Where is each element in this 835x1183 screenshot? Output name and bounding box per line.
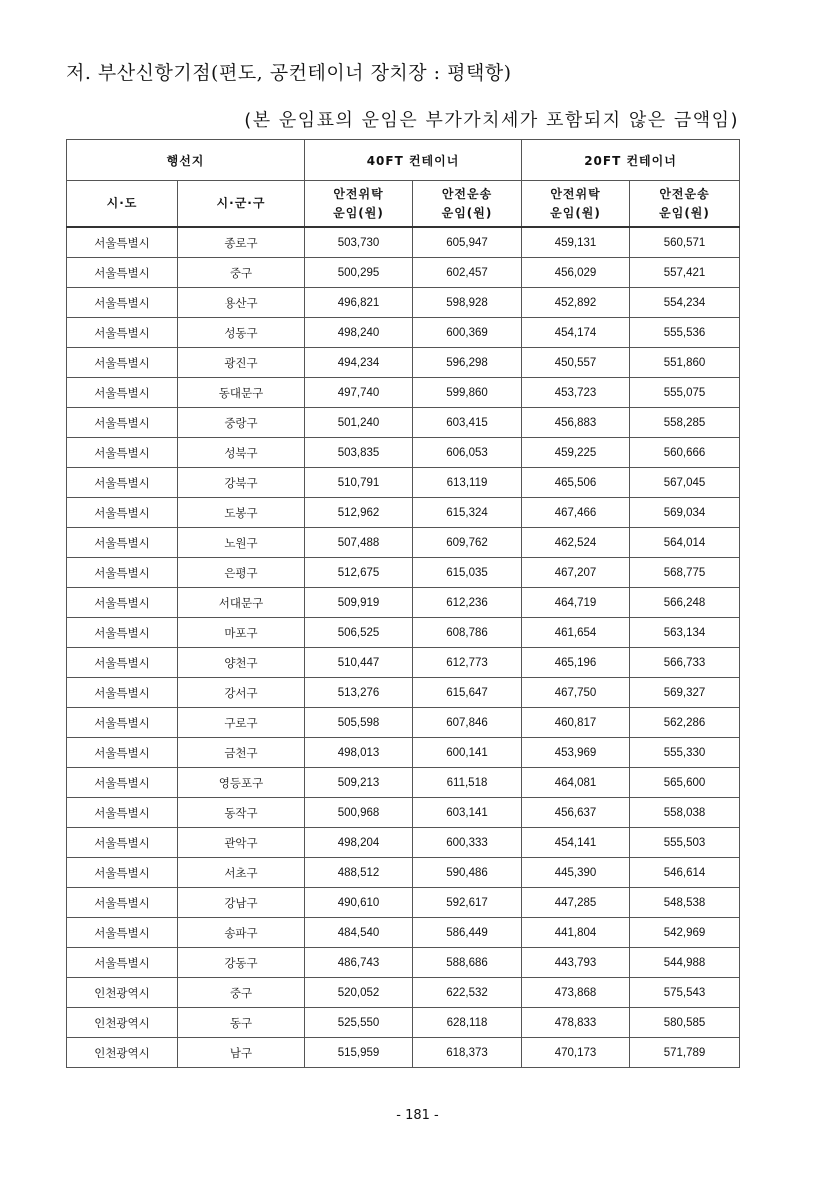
- header-destination: 행선지: [67, 140, 305, 181]
- cell-sigungu: 용산구: [178, 288, 305, 318]
- cell-sigungu: 강서구: [178, 678, 305, 708]
- cell-sigungu: 송파구: [178, 918, 305, 948]
- cell-20ft-transport: 548,538: [630, 888, 740, 918]
- cell-sigungu: 동대문구: [178, 378, 305, 408]
- cell-40ft-trust: 498,240: [305, 318, 413, 348]
- cell-sido: 서울특별시: [67, 258, 178, 288]
- cell-40ft-transport: 605,947: [413, 227, 522, 258]
- cell-20ft-transport: 562,286: [630, 708, 740, 738]
- cell-20ft-transport: 565,600: [630, 768, 740, 798]
- table-row: [67, 227, 740, 258]
- cell-sido: 서울특별시: [67, 678, 178, 708]
- cell-40ft-trust: 509,213: [305, 768, 413, 798]
- cell-40ft-trust: 500,295: [305, 258, 413, 288]
- header-20ft-transport-line1: 안전운송: [659, 186, 710, 201]
- table-sub-header-row: [67, 181, 740, 228]
- cell-40ft-transport: 612,236: [413, 588, 522, 618]
- cell-40ft-trust: 520,052: [305, 978, 413, 1008]
- table-row: [67, 948, 740, 978]
- cell-20ft-trust: 450,557: [522, 348, 630, 378]
- cell-sido: 서울특별시: [67, 648, 178, 678]
- cell-20ft-trust: 462,524: [522, 528, 630, 558]
- cell-20ft-trust: 456,637: [522, 798, 630, 828]
- cell-sigungu: 성동구: [178, 318, 305, 348]
- cell-sido: 서울특별시: [67, 558, 178, 588]
- cell-40ft-transport: 599,860: [413, 378, 522, 408]
- cell-40ft-transport: 596,298: [413, 348, 522, 378]
- table-row: [67, 798, 740, 828]
- cell-20ft-trust: 460,817: [522, 708, 630, 738]
- cell-sigungu: 마포구: [178, 618, 305, 648]
- cell-sido: 서울특별시: [67, 888, 178, 918]
- cell-40ft-transport: 606,053: [413, 438, 522, 468]
- cell-sido: 서울특별시: [67, 588, 178, 618]
- cell-40ft-transport: 615,324: [413, 498, 522, 528]
- cell-sigungu: 노원구: [178, 528, 305, 558]
- cell-20ft-trust: 459,131: [522, 227, 630, 258]
- cell-20ft-transport: 555,503: [630, 828, 740, 858]
- cell-20ft-trust: 464,719: [522, 588, 630, 618]
- cell-20ft-trust: 467,750: [522, 678, 630, 708]
- cell-20ft-transport: 542,969: [630, 918, 740, 948]
- cell-40ft-transport: 615,647: [413, 678, 522, 708]
- cell-sigungu: 중구: [178, 258, 305, 288]
- cell-sigungu: 동구: [178, 1008, 305, 1038]
- cell-sido: 서울특별시: [67, 618, 178, 648]
- cell-20ft-trust: 465,506: [522, 468, 630, 498]
- table-row: [67, 258, 740, 288]
- cell-sido: 서울특별시: [67, 318, 178, 348]
- cell-40ft-trust: 503,835: [305, 438, 413, 468]
- cell-40ft-trust: 498,013: [305, 738, 413, 768]
- cell-sigungu: 종로구: [178, 227, 305, 258]
- cell-sigungu: 중구: [178, 978, 305, 1008]
- cell-40ft-transport: 613,119: [413, 468, 522, 498]
- table-row: [67, 408, 740, 438]
- cell-40ft-transport: 612,773: [413, 648, 522, 678]
- table-row: [67, 498, 740, 528]
- cell-sigungu: 강동구: [178, 948, 305, 978]
- cell-20ft-transport: 558,285: [630, 408, 740, 438]
- cell-20ft-transport: 580,585: [630, 1008, 740, 1038]
- page-number: - 181 -: [396, 1108, 439, 1123]
- cell-sigungu: 구로구: [178, 708, 305, 738]
- header-40ft-transport-fare: [413, 181, 522, 228]
- cell-20ft-trust: 454,141: [522, 828, 630, 858]
- cell-40ft-trust: 488,512: [305, 858, 413, 888]
- cell-sido: 서울특별시: [67, 227, 178, 258]
- cell-sigungu: 금천구: [178, 738, 305, 768]
- table-row: [67, 1008, 740, 1038]
- cell-sigungu: 남구: [178, 1038, 305, 1068]
- header-20ft-trust-fare: [522, 181, 630, 228]
- table-row: [67, 918, 740, 948]
- cell-20ft-transport: 569,034: [630, 498, 740, 528]
- table-row: [67, 978, 740, 1008]
- cell-20ft-trust: 467,207: [522, 558, 630, 588]
- cell-40ft-trust: 494,234: [305, 348, 413, 378]
- cell-20ft-trust: 478,833: [522, 1008, 630, 1038]
- cell-40ft-trust: 496,821: [305, 288, 413, 318]
- cell-40ft-transport: 622,532: [413, 978, 522, 1008]
- cell-20ft-trust: 452,892: [522, 288, 630, 318]
- freight-rate-table: [66, 139, 740, 1068]
- table-row: [67, 738, 740, 768]
- header-40ft-trust-line2: 운임(원): [333, 205, 384, 220]
- cell-40ft-trust: 513,276: [305, 678, 413, 708]
- cell-20ft-transport: 569,327: [630, 678, 740, 708]
- cell-20ft-trust: 445,390: [522, 858, 630, 888]
- cell-40ft-transport: 608,786: [413, 618, 522, 648]
- cell-40ft-transport: 611,518: [413, 768, 522, 798]
- table-row: [67, 678, 740, 708]
- cell-sido: 서울특별시: [67, 918, 178, 948]
- cell-sigungu: 서대문구: [178, 588, 305, 618]
- cell-20ft-transport: 544,988: [630, 948, 740, 978]
- cell-40ft-trust: 498,204: [305, 828, 413, 858]
- table-row: [67, 468, 740, 498]
- cell-20ft-trust: 453,969: [522, 738, 630, 768]
- cell-20ft-transport: 568,775: [630, 558, 740, 588]
- cell-sigungu: 관악구: [178, 828, 305, 858]
- cell-sido: 서울특별시: [67, 378, 178, 408]
- cell-20ft-transport: 558,038: [630, 798, 740, 828]
- cell-sido: 서울특별시: [67, 708, 178, 738]
- header-20ft-trust-line1: 안전위탁: [550, 186, 601, 201]
- cell-40ft-trust: 503,730: [305, 227, 413, 258]
- table-group-header-row: [67, 140, 740, 181]
- table-row: [67, 588, 740, 618]
- cell-20ft-trust: 456,883: [522, 408, 630, 438]
- table-row: [67, 618, 740, 648]
- cell-sigungu: 성북구: [178, 438, 305, 468]
- cell-20ft-transport: 555,330: [630, 738, 740, 768]
- cell-40ft-transport: 609,762: [413, 528, 522, 558]
- cell-40ft-transport: 628,118: [413, 1008, 522, 1038]
- cell-40ft-trust: 505,598: [305, 708, 413, 738]
- cell-20ft-transport: 560,571: [630, 227, 740, 258]
- header-20ft-transport-fare: [630, 181, 740, 228]
- cell-20ft-transport: 555,536: [630, 318, 740, 348]
- cell-20ft-transport: 551,860: [630, 348, 740, 378]
- cell-20ft-trust: 465,196: [522, 648, 630, 678]
- cell-40ft-trust: 512,962: [305, 498, 413, 528]
- cell-40ft-transport: 607,846: [413, 708, 522, 738]
- cell-sigungu: 은평구: [178, 558, 305, 588]
- cell-40ft-transport: 598,928: [413, 288, 522, 318]
- cell-20ft-trust: 454,174: [522, 318, 630, 348]
- cell-sido: 서울특별시: [67, 438, 178, 468]
- cell-20ft-trust: 461,654: [522, 618, 630, 648]
- header-40ft-transport-line1: 안전운송: [441, 186, 493, 201]
- cell-40ft-transport: 592,617: [413, 888, 522, 918]
- vat-note: (본 운임표의 운임은 부가가치세가 포함되지 않은 금액임): [244, 110, 739, 131]
- cell-40ft-transport: 615,035: [413, 558, 522, 588]
- cell-20ft-trust: 470,173: [522, 1038, 630, 1068]
- cell-40ft-trust: 500,968: [305, 798, 413, 828]
- table-row: [67, 348, 740, 378]
- table-row: [67, 708, 740, 738]
- cell-40ft-transport: 618,373: [413, 1038, 522, 1068]
- cell-20ft-transport: 560,666: [630, 438, 740, 468]
- cell-sido: 서울특별시: [67, 468, 178, 498]
- cell-20ft-transport: 566,733: [630, 648, 740, 678]
- cell-sido: 서울특별시: [67, 498, 178, 528]
- cell-sido: 서울특별시: [67, 768, 178, 798]
- table-row: [67, 438, 740, 468]
- cell-sido: 인천광역시: [67, 1008, 178, 1038]
- cell-sido: 서울특별시: [67, 528, 178, 558]
- header-sido: 시·도: [67, 181, 178, 228]
- cell-20ft-transport: 555,075: [630, 378, 740, 408]
- cell-sigungu: 영등포구: [178, 768, 305, 798]
- cell-20ft-trust: 467,466: [522, 498, 630, 528]
- cell-20ft-trust: 459,225: [522, 438, 630, 468]
- cell-40ft-transport: 600,333: [413, 828, 522, 858]
- cell-sigungu: 강남구: [178, 888, 305, 918]
- cell-40ft-trust: 497,740: [305, 378, 413, 408]
- cell-40ft-trust: 512,675: [305, 558, 413, 588]
- cell-20ft-trust: 456,029: [522, 258, 630, 288]
- cell-sido: 서울특별시: [67, 858, 178, 888]
- table-row: [67, 288, 740, 318]
- cell-sigungu: 도봉구: [178, 498, 305, 528]
- table-row: [67, 378, 740, 408]
- cell-20ft-trust: 441,804: [522, 918, 630, 948]
- table-body: [67, 227, 740, 1068]
- table-row: [67, 558, 740, 588]
- cell-20ft-transport: 564,014: [630, 528, 740, 558]
- table-row: [67, 768, 740, 798]
- cell-40ft-trust: 501,240: [305, 408, 413, 438]
- cell-20ft-transport: 557,421: [630, 258, 740, 288]
- cell-40ft-trust: 515,959: [305, 1038, 413, 1068]
- cell-40ft-trust: 510,791: [305, 468, 413, 498]
- header-20ft-trust-line2: 운임(원): [550, 205, 601, 220]
- cell-40ft-transport: 602,457: [413, 258, 522, 288]
- header-20ft-container: 20FT 컨테이너: [522, 140, 740, 181]
- header-40ft-trust-line1: 안전위탁: [333, 186, 384, 201]
- table-row: [67, 888, 740, 918]
- cell-20ft-trust: 473,868: [522, 978, 630, 1008]
- cell-40ft-transport: 603,141: [413, 798, 522, 828]
- cell-sigungu: 중랑구: [178, 408, 305, 438]
- table-row: [67, 828, 740, 858]
- header-sigungu: 시·군·구: [178, 181, 305, 228]
- cell-sido: 서울특별시: [67, 408, 178, 438]
- cell-20ft-trust: 443,793: [522, 948, 630, 978]
- cell-sido: 인천광역시: [67, 1038, 178, 1068]
- cell-20ft-transport: 567,045: [630, 468, 740, 498]
- cell-40ft-transport: 586,449: [413, 918, 522, 948]
- cell-40ft-trust: 490,610: [305, 888, 413, 918]
- cell-40ft-trust: 510,447: [305, 648, 413, 678]
- cell-40ft-trust: 525,550: [305, 1008, 413, 1038]
- cell-20ft-transport: 571,789: [630, 1038, 740, 1068]
- header-40ft-transport-line2: 운임(원): [441, 205, 493, 220]
- document-title: 저. 부산신항기점(편도, 공컨테이너 장치장 : 평택항): [66, 62, 512, 84]
- cell-40ft-transport: 588,686: [413, 948, 522, 978]
- cell-sido: 서울특별시: [67, 948, 178, 978]
- cell-20ft-trust: 464,081: [522, 768, 630, 798]
- cell-20ft-trust: 447,285: [522, 888, 630, 918]
- cell-40ft-trust: 506,525: [305, 618, 413, 648]
- cell-40ft-transport: 600,369: [413, 318, 522, 348]
- cell-sido: 서울특별시: [67, 738, 178, 768]
- cell-sigungu: 양천구: [178, 648, 305, 678]
- cell-20ft-transport: 554,234: [630, 288, 740, 318]
- cell-sido: 서울특별시: [67, 798, 178, 828]
- table-row: [67, 648, 740, 678]
- cell-20ft-trust: 453,723: [522, 378, 630, 408]
- cell-sigungu: 서초구: [178, 858, 305, 888]
- cell-40ft-trust: 507,488: [305, 528, 413, 558]
- cell-sido: 서울특별시: [67, 348, 178, 378]
- cell-40ft-trust: 484,540: [305, 918, 413, 948]
- table-row: [67, 1038, 740, 1068]
- cell-20ft-transport: 575,543: [630, 978, 740, 1008]
- cell-sigungu: 동작구: [178, 798, 305, 828]
- header-40ft-container: 40FT 컨테이너: [305, 140, 522, 181]
- header-20ft-transport-line2: 운임(원): [659, 205, 710, 220]
- cell-sido: 서울특별시: [67, 828, 178, 858]
- cell-20ft-transport: 546,614: [630, 858, 740, 888]
- cell-sigungu: 강북구: [178, 468, 305, 498]
- table-row: [67, 858, 740, 888]
- header-40ft-trust-fare: [305, 181, 413, 228]
- table-row: [67, 528, 740, 558]
- cell-40ft-transport: 600,141: [413, 738, 522, 768]
- cell-40ft-trust: 486,743: [305, 948, 413, 978]
- cell-20ft-transport: 566,248: [630, 588, 740, 618]
- cell-sigungu: 광진구: [178, 348, 305, 378]
- cell-20ft-transport: 563,134: [630, 618, 740, 648]
- cell-sido: 서울특별시: [67, 288, 178, 318]
- cell-sido: 인천광역시: [67, 978, 178, 1008]
- cell-40ft-transport: 590,486: [413, 858, 522, 888]
- cell-40ft-transport: 603,415: [413, 408, 522, 438]
- table-row: [67, 318, 740, 348]
- cell-40ft-trust: 509,919: [305, 588, 413, 618]
